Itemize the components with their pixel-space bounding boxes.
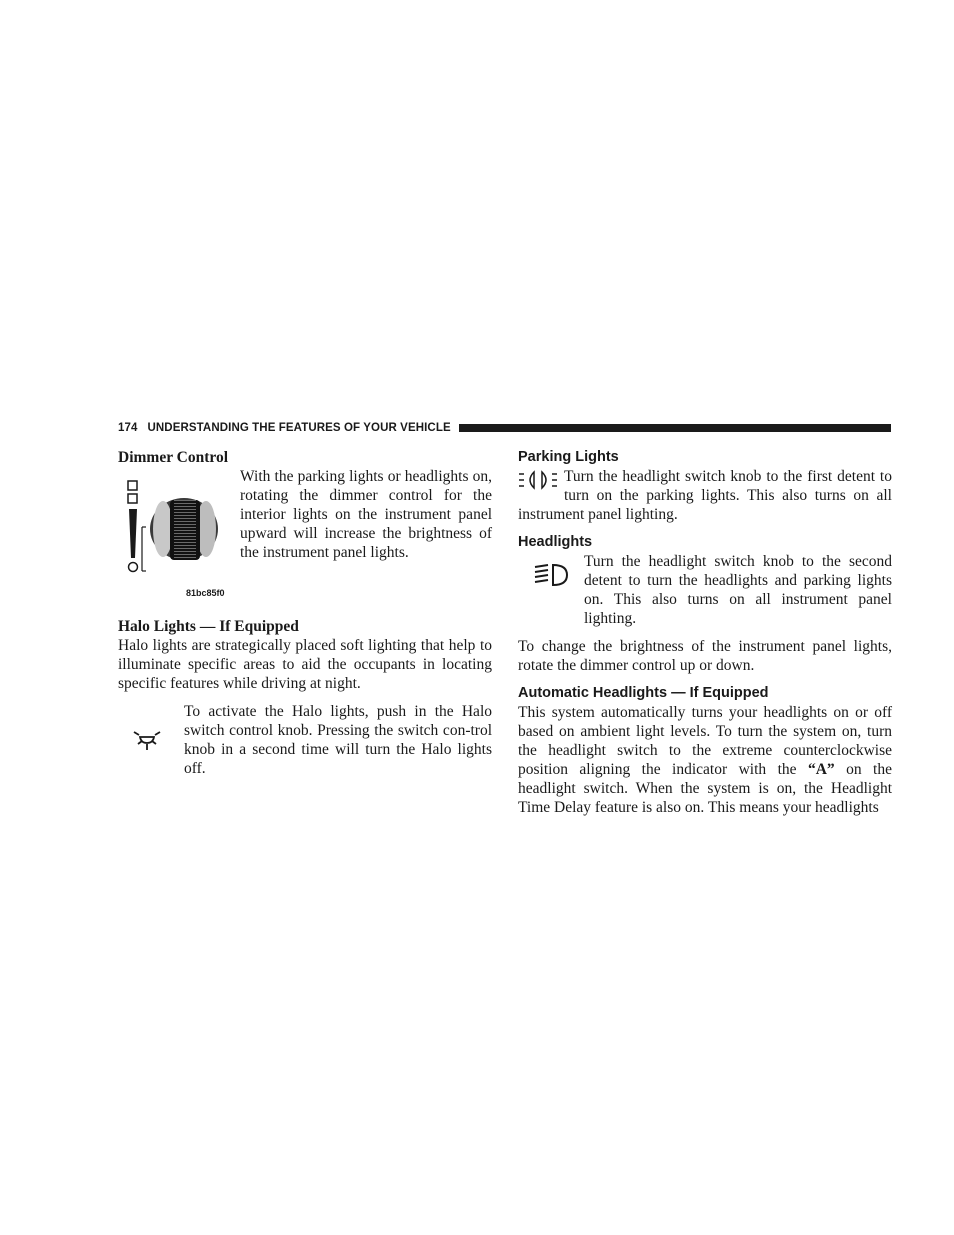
halo-section	[118, 702, 492, 778]
figure-code: 81bc85f0	[186, 588, 225, 598]
dimmer-control-figure	[118, 467, 240, 598]
right-column	[518, 448, 892, 817]
automatic-headlights-text	[518, 703, 892, 817]
dimmer-section	[118, 467, 492, 598]
parking-lights-icon	[518, 469, 558, 491]
automatic-headlights-heading: Automatic Headlights — If Equipped	[518, 685, 769, 701]
automatic-headlights-text-part1: This system automatically turns your headlights on or off based on ambient light levels. To turn the system on, turn the headlight switch to the extreme counterclockwise position aligning the indicator with the	[518, 704, 892, 778]
header-rule	[459, 424, 891, 432]
halo-lights-intro: Halo lights are strategically placed soft lighting that help to illuminate specific areas to aid the occupants in locating specific features while driving at night.	[118, 637, 492, 692]
headlights-section	[518, 552, 892, 628]
parking-lights-heading: Parking Lights	[518, 449, 619, 465]
headlights-icon	[531, 560, 571, 590]
halo-light-icon	[132, 729, 162, 751]
page-header	[118, 420, 891, 436]
halo-lights-text: To activate the Halo lights, push in the Halo switch control knob. Pressing the switch con-trol knob in a second time will turn the Halo lights off.	[184, 703, 492, 777]
headlights-text: Turn the headlight switch knob to the second detent to turn the headlights and parking lights on. This also turns on all instrument panel lighting.	[584, 553, 892, 627]
headlights-heading: Headlights	[518, 534, 593, 550]
parking-lights-text: Turn the headlight switch knob to the first detent to turn on the parking lights. This also turns on all instrument panel lighting.	[518, 468, 892, 523]
section-title: UNDERSTANDING THE FEATURES OF YOUR VEHICLE	[147, 422, 451, 434]
dimmer-brightness-note: To change the brightness of the instrument panel lights, rotate the dimmer control up or down.	[518, 638, 892, 674]
left-column	[118, 448, 492, 778]
page-number: 174	[118, 422, 138, 434]
dimmer-control-heading: Dimmer Control	[118, 449, 229, 466]
automatic-headlights-text-part2: on the headlight switch. When the system is on, the Headlight Time Delay feature is also on. This means your headlights	[518, 761, 892, 816]
auto-position-indicator: “A”	[807, 761, 835, 778]
dimmer-control-text: With the parking lights or headlights on, rotating the dimmer control for the interior lights on the instrument panel upward will increase the brightness of the instrument panel lights.	[240, 468, 492, 561]
dimmer-wheel-icon	[118, 467, 240, 579]
halo-lights-heading: Halo Lights — If Equipped	[118, 618, 299, 635]
